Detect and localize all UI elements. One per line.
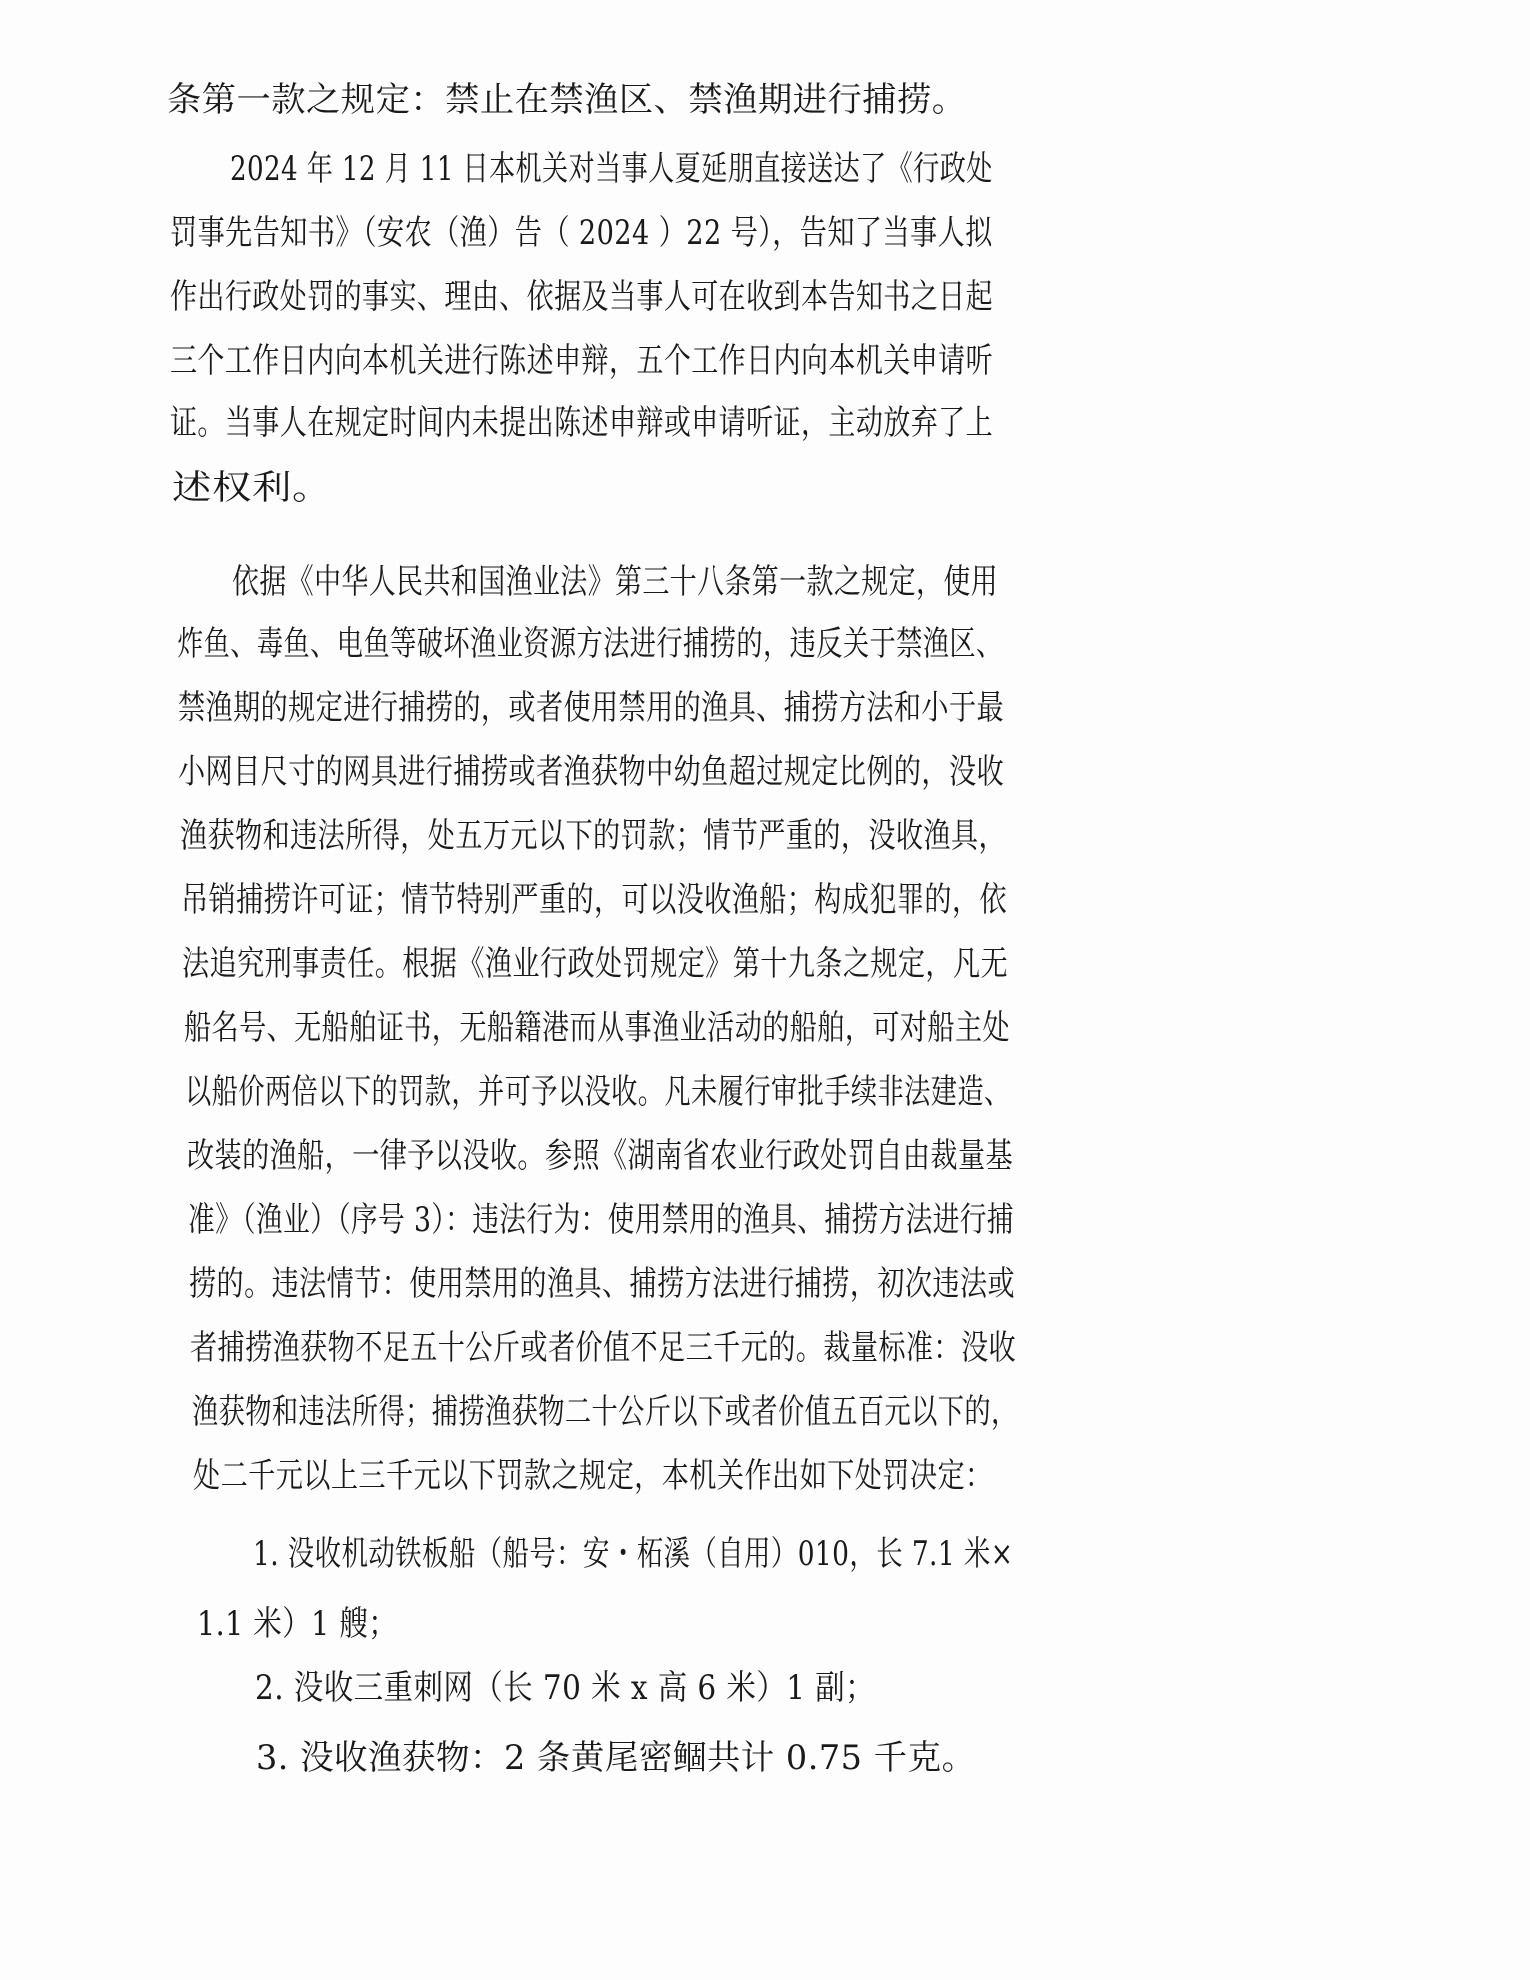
text-line: 准》（渔业）（序号 3）：违法行为：使用禁用的渔具、捕捞方法进行捕 — [188, 1200, 1014, 1240]
text-line: 1.1 米）1 艘； — [197, 1604, 398, 1644]
text-line: 述权利。 — [172, 468, 332, 508]
text-line: 法追究刑事责任。根据《渔业行政处罚规定》第十九条之规定，凡无 — [182, 944, 1009, 984]
text-line: 渔获物和违法所得；捕捞渔获物二十公斤以下或者价值五百元以下的， — [192, 1392, 1018, 1432]
text-line: 2. 没收三重刺网（长 70 米 x 高 6 米）1 副； — [255, 1668, 876, 1708]
text-line: 小网目尺寸的网具进行捕捞或者渔获物中幼鱼超过规定比例的，没收 — [178, 752, 1005, 792]
text-line: 三个工作日内向本机关进行陈述申辩，五个工作日内向本机关申请听 — [170, 341, 994, 381]
text-line: 改装的渔船，一律予以没收。参照《湖南省农业行政处罚自由裁量基 — [187, 1136, 1014, 1176]
text-line: 条第一款之规定：禁止在禁渔区、禁渔期进行捕捞。 — [167, 80, 967, 120]
text-line: 2024 年 12 月 11 日本机关对当事人夏延朋直接送达了《行政处 — [230, 149, 993, 189]
text-line: 证。当事人在规定时间内未提出陈述申辩或申请听证，主动放弃了上 — [170, 403, 994, 443]
text-line: 炸鱼、毒鱼、电鱼等破坏渔业资源方法进行捕捞的，违反关于禁渔区、 — [177, 624, 1003, 664]
text-line: 捞的。违法情节：使用禁用的渔具、捕捞方法进行捕捞，初次违法或 — [189, 1264, 1016, 1304]
text-line: 3. 没收渔获物：2 条黄尾密鲴共计 0.75 千克。 — [256, 1738, 976, 1778]
text-line: 禁渔期的规定进行捕捞的，或者使用禁用的渔具、捕捞方法和小于最 — [178, 688, 1005, 728]
text-line: 者捕捞渔获物不足五十公斤或者价值不足三千元的。裁量标准：没收 — [190, 1328, 1017, 1368]
text-line: 渔获物和违法所得，处五万元以下的罚款；情节严重的，没收渔具， — [180, 816, 1007, 856]
text-line: 依据《中华人民共和国渔业法》第三十八条第一款之规定，使用 — [232, 562, 999, 602]
text-line: 1. 没收机动铁板船（船号：安・柘溪（自用）010，长 7.1 米× — [253, 1534, 1014, 1574]
text-line: 处二千元以上三千元以下罚款之规定，本机关作出如下处罚决定： — [193, 1456, 993, 1496]
text-line: 作出行政处罚的事实、理由、依据及当事人可在收到本告知书之日起 — [170, 277, 994, 317]
text-line: 罚事先告知书》（安农（渔）告（ 2024 ）22 号），告知了当事人拟 — [170, 213, 993, 253]
text-line: 吊销捕捞许可证；情节特别严重的，可以没收渔船；构成犯罪的，依 — [181, 880, 1008, 920]
text-line: 以船价两倍以下的罚款，并可予以没收。凡未履行审批手续非法建造、 — [185, 1072, 1011, 1112]
text-line: 船名号、无船舶证书，无船籍港而从事渔业活动的船舶，可对船主处 — [184, 1008, 1011, 1048]
